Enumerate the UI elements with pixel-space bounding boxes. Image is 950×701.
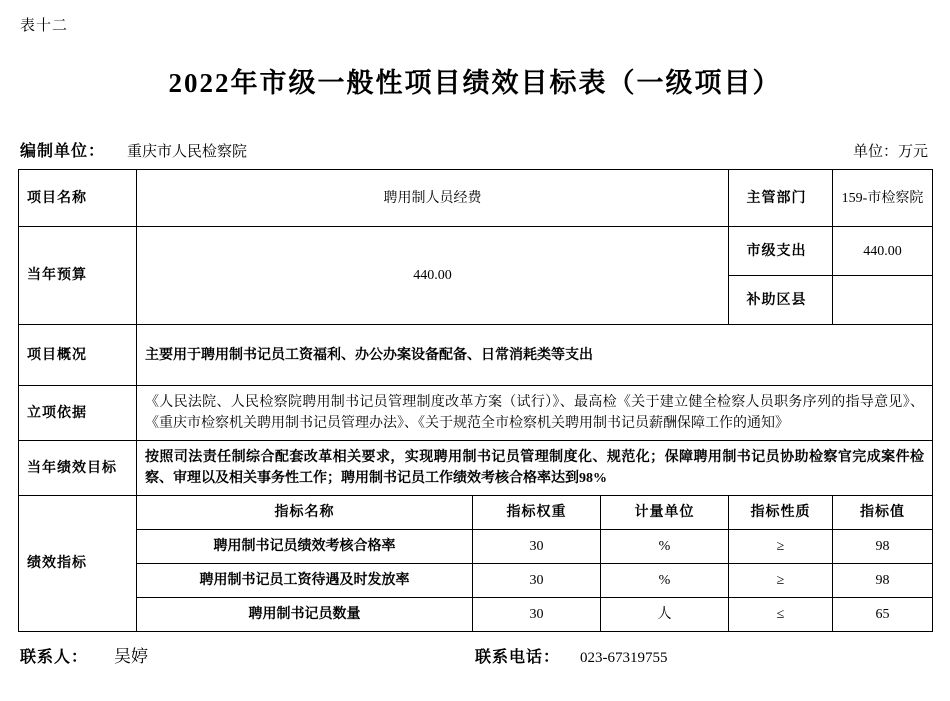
indicator-value: 98 — [833, 530, 933, 564]
table-row-budget-city — [19, 227, 933, 276]
city-expenditure-value: 440.00 — [833, 227, 933, 276]
subsidy-value — [833, 276, 933, 325]
indicator-header-weight: 指标权重 — [473, 496, 601, 530]
indicator-header-name: 指标名称 — [137, 496, 473, 530]
project-name-label: 项目名称 — [19, 170, 137, 227]
table-row-indicator — [19, 530, 933, 564]
city-expenditure-label: 市级支出 — [729, 227, 833, 276]
indicator-weight: 30 — [473, 564, 601, 598]
table-row-basis — [19, 386, 933, 441]
indicator-nature: ≥ — [729, 530, 833, 564]
indicator-header-value: 指标值 — [833, 496, 933, 530]
contact-phone — [475, 644, 930, 667]
overview-value: 主要用于聘用制书记员工资福利、办公办案设备配备、日常消耗类等支出 — [137, 325, 933, 386]
department-label: 主管部门 — [729, 170, 833, 227]
phone-value: 023-67319755 — [580, 650, 668, 666]
table-label: 表十二 — [20, 18, 69, 34]
table-row-indicator-headers — [19, 496, 933, 530]
target-value: 按照司法责任制综合配套改革相关要求，实现聘用制书记员管理制度化、规范化；保障聘用制书记员协助检察官完成案件检察、审理以及相关事务性工作；聘用制书记员工作绩效考核合格率达到98% — [137, 441, 933, 496]
table-row-project-name — [19, 170, 933, 227]
department-value: 159-市检察院 — [833, 170, 933, 227]
target-label: 当年绩效目标 — [19, 441, 137, 496]
phone-label: 联系电话： — [475, 649, 561, 666]
page-title: 2022年市级一般性项目绩效目标表（一级项目） — [168, 68, 782, 98]
basis-label: 立项依据 — [19, 386, 137, 441]
budget-value: 440.00 — [137, 227, 729, 325]
table-row-target — [19, 441, 933, 496]
table-row-indicator — [19, 598, 933, 632]
compiling-unit-label: 编制单位： — [20, 143, 106, 160]
indicator-name: 聘用制书记员绩效考核合格率 — [137, 530, 473, 564]
project-name-value: 聘用制人员经费 — [137, 170, 729, 227]
table-row-indicator — [19, 564, 933, 598]
contact-label: 联系人： — [20, 649, 89, 666]
indicator-unit: 人 — [601, 598, 729, 632]
indicators-label: 绩效指标 — [19, 496, 137, 632]
compiling-unit-value: 重庆市人民检察院 — [127, 144, 248, 160]
contact-value: 吴婷 — [114, 647, 149, 666]
indicator-name: 聘用制书记员工资待遇及时发放率 — [137, 564, 473, 598]
amount-unit-label: 单位：万元 — [852, 144, 928, 160]
indicator-unit: % — [601, 530, 729, 564]
indicator-header-unit: 计量单位 — [601, 496, 729, 530]
indicator-value: 65 — [833, 598, 933, 632]
budget-label: 当年预算 — [19, 227, 137, 325]
meta-row — [18, 138, 932, 161]
indicator-header-nature: 指标性质 — [729, 496, 833, 530]
basis-value: 《人民法院、人民检察院聘用制书记员管理制度改革方案（试行）》、最高检《关于建立健全检察人员职务序列的指导意见》、《重庆市检察机关聘用制书记员管理办法》、《关于规范全市检察机关聘用制书记员薪酬保障工作的通知》 — [137, 386, 933, 441]
subsidy-label: 补助区县 — [729, 276, 833, 325]
indicator-nature: ≥ — [729, 564, 833, 598]
indicator-nature: ≤ — [729, 598, 833, 632]
compiling-unit — [20, 138, 853, 161]
table-row-overview — [19, 325, 933, 386]
footer-row — [18, 642, 932, 667]
indicator-unit: % — [601, 564, 729, 598]
indicator-weight: 30 — [473, 598, 601, 632]
indicator-value: 98 — [833, 564, 933, 598]
indicator-name: 聘用制书记员数量 — [137, 598, 473, 632]
contact-person — [20, 642, 475, 667]
overview-label: 项目概况 — [19, 325, 137, 386]
performance-target-table — [18, 169, 933, 632]
indicator-weight: 30 — [473, 530, 601, 564]
